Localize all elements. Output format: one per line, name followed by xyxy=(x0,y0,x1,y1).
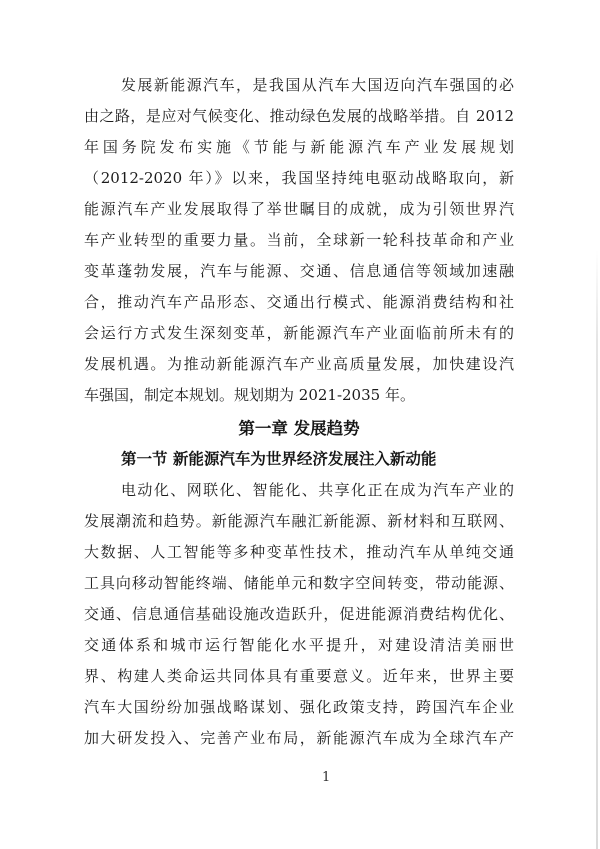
text-line: 汽车大国纷纷加强战略谋划、强化政策支持，跨国汽车企业 xyxy=(84,698,514,716)
text-line: 变革蓬勃发展，汽车与能源、交通、信息通信等领域加速融 xyxy=(84,262,514,280)
text-line: 车强国，制定本规划。规划期为 2021-2035 年。 xyxy=(84,386,415,404)
text-line: 年国务院发布实施《节能与新能源汽车产业发展规划 xyxy=(84,138,514,156)
text-line: 车产业转型的重要力量。当前，全球新一轮科技革命和产业 xyxy=(84,231,514,249)
text-line: 交通、信息通信基础设施改造跃升，促进能源消费结构优化、 xyxy=(84,605,514,623)
text-block xyxy=(84,70,514,754)
text-line: 能源汽车产业发展取得了举世瞩目的成就，成为引领世界汽 xyxy=(84,200,514,218)
text-line: 电动化、网联化、智能化、共享化正在成为汽车产业的 xyxy=(121,481,514,499)
text-line: 发展机遇。为推动新能源汽车产业高质量发展，加快建设汽 xyxy=(84,355,514,373)
section-heading: 第一节 新能源汽车为世界经济发展注入新动能 xyxy=(121,450,437,468)
text-line: （2012-2020 年）》以来，我国坚持纯电驱动战略取向，新 xyxy=(84,169,514,187)
paragraph-1 xyxy=(84,70,514,411)
scan-artifact-line xyxy=(596,250,598,849)
text-line: 交通体系和城市运行智能化水平提升，对建设清洁美丽世 xyxy=(84,636,514,654)
chapter-heading: 第一章 发展趋势 xyxy=(238,419,360,438)
text-line: 发展新能源汽车，是我国从汽车大国迈向汽车强国的必 xyxy=(121,76,514,94)
text-line: 合，推动汽车产品形态、交通出行模式、能源消费结构和社 xyxy=(84,293,514,311)
text-line: 会运行方式发生深刻变革，新能源汽车产业面临前所未有的 xyxy=(84,324,514,342)
page-number: 1 xyxy=(322,770,331,785)
paragraph-2 xyxy=(84,475,514,754)
text-line: 工具向移动智能终端、储能单元和数字空间转变，带动能源、 xyxy=(84,574,514,592)
text-line: 界、构建人类命运共同体具有重要意义。近年来，世界主要 xyxy=(84,667,514,685)
text-line: 发展潮流和趋势。新能源汽车融汇新能源、新材料和互联网、 xyxy=(84,512,514,530)
text-line: 大数据、人工智能等多种变革性技术，推动汽车从单纯交通 xyxy=(84,543,514,561)
text-line: 加大研发投入、完善产业布局，新能源汽车成为全球汽车产 xyxy=(84,729,514,747)
text-line: 由之路，是应对气候变化、推动绿色发展的战略举措。自 2012 xyxy=(84,107,514,125)
